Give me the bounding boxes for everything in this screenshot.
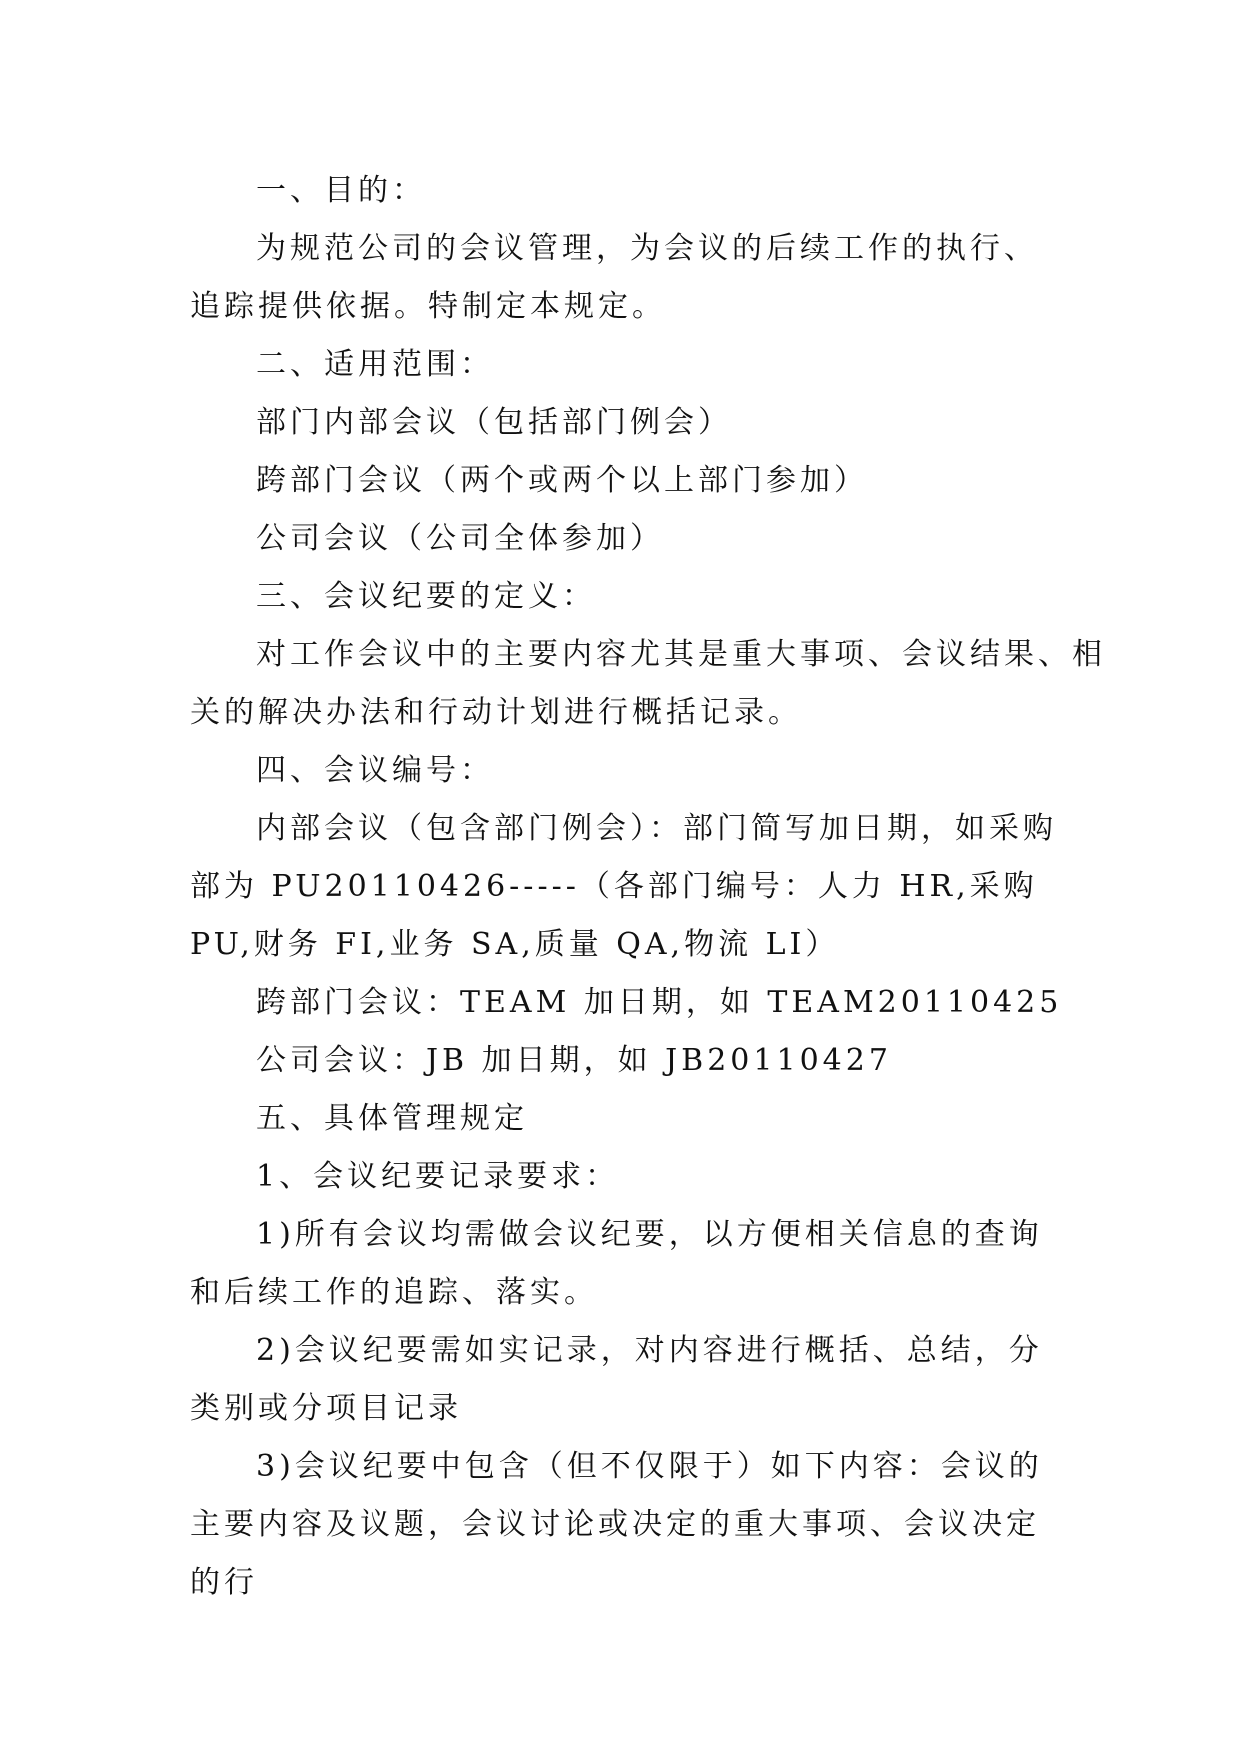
section-heading-rules: 五、具体管理规定 <box>256 1101 528 1136</box>
numbering-internal: 内部会议（包含部门例会）：部门简写加日期，如采购部为 PU20110426-----（各部门编号：人力 HR,采购 PU,财务 FI,业务 SA,质量 QA,物流 LI） <box>190 811 1057 962</box>
section-heading-scope: 二、适用范围： <box>256 347 494 382</box>
subsection-heading-minutes: 1、会议纪要记录要求： <box>256 1159 620 1194</box>
section-heading-numbering: 四、会议编号： <box>256 753 494 788</box>
numbering-company: 公司会议：JB 加日期，如 JB20110427 <box>256 1043 892 1078</box>
rule-item-3: 3)会议纪要中包含（但不仅限于）如下内容：会议的主要内容及议题，会议讨论或决定的重大事项、会议决定的行 <box>190 1449 1043 1600</box>
definition-text: 对工作会议中的主要内容尤其是重大事项、会议结果、相关的解决办法和行动计划进行概括记录。 <box>190 637 1106 730</box>
numbering-cross-department: 跨部门会议：TEAM 加日期，如 TEAM20110425 <box>256 985 1063 1020</box>
section-heading-definition: 三、会议纪要的定义： <box>256 579 596 614</box>
section-heading-purpose: 一、目的： <box>256 173 426 208</box>
scope-item-company: 公司会议（公司全体参加） <box>256 521 664 556</box>
rule-item-2: 2)会议纪要需如实记录，对内容进行概括、总结，分类别或分项目记录 <box>190 1333 1043 1426</box>
purpose-text: 为规范公司的会议管理，为会议的后续工作的执行、追踪提供依据。特制定本规定。 <box>190 231 1038 324</box>
scope-item-cross-department: 跨部门会议（两个或两个以上部门参加） <box>256 463 868 498</box>
rule-item-1: 1)所有会议均需做会议纪要，以方便相关信息的查询和后续工作的追踪、落实。 <box>190 1217 1043 1310</box>
document-body <box>190 162 1106 1612</box>
scope-item-internal: 部门内部会议（包括部门例会） <box>256 405 732 440</box>
